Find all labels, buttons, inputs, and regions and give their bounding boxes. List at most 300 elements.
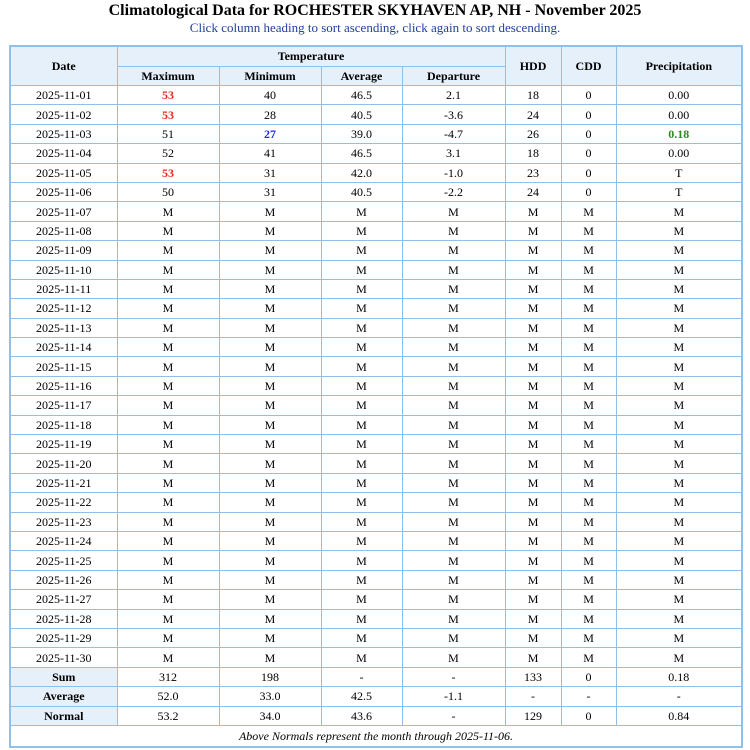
table-row xyxy=(10,531,742,550)
cell-departure: M xyxy=(402,493,505,512)
cell-departure: M xyxy=(402,473,505,492)
cell-date: 2025-11-04 xyxy=(10,144,117,163)
cell-departure: -3.6 xyxy=(402,105,505,124)
cell-precipitation: M xyxy=(616,318,742,337)
cell-average: M xyxy=(321,260,402,279)
cell-average: M xyxy=(321,279,402,298)
cell-date: 2025-11-19 xyxy=(10,435,117,454)
cell-hdd: M xyxy=(505,628,561,647)
cell-minimum: M xyxy=(219,241,321,260)
footnote: Above Normals represent the month through 2025-11-06. xyxy=(10,725,742,747)
cell-average: M xyxy=(321,241,402,260)
table-row xyxy=(10,512,742,531)
cell-cdd: M xyxy=(561,551,616,570)
cell-minimum: M xyxy=(219,318,321,337)
cell-minimum: M xyxy=(219,570,321,589)
cell-cdd: M xyxy=(561,570,616,589)
cell-minimum: M xyxy=(219,493,321,512)
cell-maximum: 52.0 xyxy=(117,687,219,706)
cell-hdd: M xyxy=(505,318,561,337)
table-row xyxy=(10,279,742,298)
column-header-hdd[interactable]: HDD xyxy=(505,46,561,86)
cell-departure: -4.7 xyxy=(402,124,505,143)
cell-departure: 2.1 xyxy=(402,86,505,105)
cell-cdd: 0 xyxy=(561,667,616,686)
cell-average: M xyxy=(321,648,402,667)
table-row xyxy=(10,124,742,143)
cell-maximum: M xyxy=(117,648,219,667)
table-row xyxy=(10,435,742,454)
cell-average: 39.0 xyxy=(321,124,402,143)
cell-average: 42.0 xyxy=(321,163,402,182)
cell-maximum: 52 xyxy=(117,144,219,163)
cell-minimum: M xyxy=(219,357,321,376)
cell-date: 2025-11-05 xyxy=(10,163,117,182)
cell-departure: M xyxy=(402,551,505,570)
cell-hdd: M xyxy=(505,396,561,415)
cell-cdd: 0 xyxy=(561,86,616,105)
cell-date: 2025-11-07 xyxy=(10,202,117,221)
cell-maximum: M xyxy=(117,279,219,298)
cell-cdd: 0 xyxy=(561,144,616,163)
cell-maximum: M xyxy=(117,299,219,318)
cell-maximum: 53 xyxy=(117,163,219,182)
cell-date: 2025-11-30 xyxy=(10,648,117,667)
cell-precipitation: M xyxy=(616,628,742,647)
cell-cdd: M xyxy=(561,512,616,531)
cell-departure: M xyxy=(402,357,505,376)
cell-hdd: M xyxy=(505,648,561,667)
cell-departure: M xyxy=(402,512,505,531)
table-row xyxy=(10,628,742,647)
cell-maximum: 51 xyxy=(117,124,219,143)
cell-cdd: 0 xyxy=(561,182,616,201)
cell-hdd: M xyxy=(505,338,561,357)
cell-maximum: M xyxy=(117,435,219,454)
cell-date: 2025-11-20 xyxy=(10,454,117,473)
cell-minimum: 41 xyxy=(219,144,321,163)
page-title: Climatological Data for ROCHESTER SKYHAVEN AP, NH - November 2025 xyxy=(108,2,642,19)
cell-average: M xyxy=(321,299,402,318)
summary-rows xyxy=(10,667,742,747)
cell-minimum: 31 xyxy=(219,163,321,182)
cell-maximum: 312 xyxy=(117,667,219,686)
cell-minimum: 33.0 xyxy=(219,687,321,706)
cell-date: 2025-11-09 xyxy=(10,241,117,260)
cell-precipitation: M xyxy=(616,531,742,550)
column-header-minimum[interactable]: Minimum xyxy=(219,67,321,86)
cell-hdd: - xyxy=(505,687,561,706)
cell-precipitation: M xyxy=(616,435,742,454)
cell-departure: M xyxy=(402,221,505,240)
cell-cdd: M xyxy=(561,396,616,415)
cell-precipitation: 0.18 xyxy=(616,124,742,143)
cell-precipitation: M xyxy=(616,590,742,609)
cell-average: M xyxy=(321,435,402,454)
cell-minimum: M xyxy=(219,628,321,647)
cell-minimum: 40 xyxy=(219,86,321,105)
cell-hdd: M xyxy=(505,570,561,589)
cell-date: 2025-11-08 xyxy=(10,221,117,240)
cell-departure: M xyxy=(402,299,505,318)
cell-maximum: M xyxy=(117,551,219,570)
cell-hdd: M xyxy=(505,609,561,628)
table-row xyxy=(10,551,742,570)
cell-departure: M xyxy=(402,241,505,260)
cell-precipitation: M xyxy=(616,241,742,260)
cell-minimum: M xyxy=(219,202,321,221)
cell-minimum: M xyxy=(219,454,321,473)
table-row xyxy=(10,86,742,105)
cell-cdd: M xyxy=(561,473,616,492)
cell-hdd: 26 xyxy=(505,124,561,143)
cell-hdd: 18 xyxy=(505,144,561,163)
cell-departure: M xyxy=(402,454,505,473)
cell-date: 2025-11-06 xyxy=(10,182,117,201)
cell-hdd: M xyxy=(505,473,561,492)
cell-departure: 3.1 xyxy=(402,144,505,163)
cell-date: 2025-11-15 xyxy=(10,357,117,376)
table-row xyxy=(10,376,742,395)
cell-minimum: 31 xyxy=(219,182,321,201)
cell-average: M xyxy=(321,590,402,609)
summary-row-average xyxy=(10,687,742,706)
cell-cdd: M xyxy=(561,318,616,337)
cell-date: 2025-11-26 xyxy=(10,570,117,589)
cell-average: 40.5 xyxy=(321,182,402,201)
cell-hdd: M xyxy=(505,299,561,318)
cell-precipitation: M xyxy=(616,396,742,415)
cell-average: M xyxy=(321,221,402,240)
cell-hdd: 24 xyxy=(505,182,561,201)
table-row xyxy=(10,338,742,357)
cell-hdd: M xyxy=(505,260,561,279)
cell-maximum: M xyxy=(117,454,219,473)
cell-precipitation: M xyxy=(616,473,742,492)
cell-departure: M xyxy=(402,590,505,609)
cell-maximum: M xyxy=(117,338,219,357)
cell-average: M xyxy=(321,512,402,531)
cell-cdd: - xyxy=(561,687,616,706)
cell-cdd: M xyxy=(561,648,616,667)
cell-cdd: M xyxy=(561,493,616,512)
cell-average: M xyxy=(321,318,402,337)
cell-maximum: M xyxy=(117,396,219,415)
cell-departure: -1.1 xyxy=(402,687,505,706)
table-row xyxy=(10,609,742,628)
cell-average: 42.5 xyxy=(321,687,402,706)
cell-minimum: M xyxy=(219,473,321,492)
cell-average: M xyxy=(321,493,402,512)
cell-precipitation: M xyxy=(616,260,742,279)
cell-date: 2025-11-01 xyxy=(10,86,117,105)
cell-date: 2025-11-17 xyxy=(10,396,117,415)
cell-precipitation: - xyxy=(616,687,742,706)
cell-hdd: 24 xyxy=(505,105,561,124)
cell-precipitation: M xyxy=(616,279,742,298)
table-row xyxy=(10,144,742,163)
cell-cdd: M xyxy=(561,435,616,454)
table-row xyxy=(10,221,742,240)
cell-maximum: M xyxy=(117,415,219,434)
cell-cdd: M xyxy=(561,357,616,376)
cell-precipitation: M xyxy=(616,493,742,512)
cell-precipitation: 0.84 xyxy=(616,706,742,725)
cell-hdd: M xyxy=(505,435,561,454)
cell-date: 2025-11-11 xyxy=(10,279,117,298)
cell-date: 2025-11-16 xyxy=(10,376,117,395)
cell-departure: M xyxy=(402,279,505,298)
cell-departure: M xyxy=(402,202,505,221)
cell-date: 2025-11-02 xyxy=(10,105,117,124)
cell-hdd: 23 xyxy=(505,163,561,182)
column-header-cdd[interactable]: CDD xyxy=(561,46,616,86)
cell-maximum: M xyxy=(117,241,219,260)
cell-date: 2025-11-24 xyxy=(10,531,117,550)
cell-maximum: M xyxy=(117,202,219,221)
cell-maximum: 53.2 xyxy=(117,706,219,725)
cell-maximum: M xyxy=(117,357,219,376)
climate-data-table xyxy=(9,45,743,748)
cell-cdd: M xyxy=(561,609,616,628)
table-row xyxy=(10,318,742,337)
cell-maximum: M xyxy=(117,590,219,609)
cell-minimum: M xyxy=(219,396,321,415)
cell-maximum: M xyxy=(117,221,219,240)
cell-cdd: M xyxy=(561,202,616,221)
cell-minimum: M xyxy=(219,648,321,667)
cell-cdd: M xyxy=(561,531,616,550)
cell-average: M xyxy=(321,570,402,589)
table-row xyxy=(10,493,742,512)
summary-row-normal xyxy=(10,706,742,725)
table-row xyxy=(10,454,742,473)
summary-label: Sum xyxy=(10,667,117,686)
cell-minimum: M xyxy=(219,551,321,570)
cell-hdd: M xyxy=(505,279,561,298)
cell-hdd: 18 xyxy=(505,86,561,105)
cell-cdd: M xyxy=(561,376,616,395)
cell-departure: - xyxy=(402,667,505,686)
cell-minimum: M xyxy=(219,415,321,434)
cell-hdd: M xyxy=(505,221,561,240)
summary-label: Normal xyxy=(10,706,117,725)
cell-precipitation: T xyxy=(616,163,742,182)
cell-average: M xyxy=(321,202,402,221)
cell-hdd: 129 xyxy=(505,706,561,725)
cell-cdd: M xyxy=(561,241,616,260)
cell-departure: M xyxy=(402,531,505,550)
cell-hdd: 133 xyxy=(505,667,561,686)
cell-hdd: M xyxy=(505,357,561,376)
cell-date: 2025-11-14 xyxy=(10,338,117,357)
table-row xyxy=(10,202,742,221)
column-header-departure[interactable]: Departure xyxy=(402,67,505,86)
cell-minimum: M xyxy=(219,512,321,531)
cell-date: 2025-11-28 xyxy=(10,609,117,628)
cell-cdd: 0 xyxy=(561,163,616,182)
cell-maximum: M xyxy=(117,609,219,628)
table-row xyxy=(10,260,742,279)
cell-cdd: M xyxy=(561,221,616,240)
cell-departure: M xyxy=(402,396,505,415)
cell-date: 2025-11-23 xyxy=(10,512,117,531)
cell-average: M xyxy=(321,628,402,647)
cell-hdd: M xyxy=(505,415,561,434)
cell-minimum: M xyxy=(219,260,321,279)
table-row xyxy=(10,570,742,589)
column-group-temperature: Temperature xyxy=(117,46,505,67)
cell-departure: M xyxy=(402,260,505,279)
cell-average: 43.6 xyxy=(321,706,402,725)
cell-average: M xyxy=(321,376,402,395)
cell-date: 2025-11-27 xyxy=(10,590,117,609)
cell-precipitation: M xyxy=(616,454,742,473)
cell-date: 2025-11-25 xyxy=(10,551,117,570)
column-header-date[interactable]: Date xyxy=(10,46,117,86)
cell-maximum: M xyxy=(117,493,219,512)
cell-minimum: M xyxy=(219,299,321,318)
table-row xyxy=(10,590,742,609)
cell-minimum: M xyxy=(219,279,321,298)
table-row xyxy=(10,396,742,415)
cell-cdd: 0 xyxy=(561,124,616,143)
cell-cdd: M xyxy=(561,260,616,279)
cell-departure: M xyxy=(402,648,505,667)
cell-date: 2025-11-13 xyxy=(10,318,117,337)
cell-average: M xyxy=(321,357,402,376)
cell-precipitation: M xyxy=(616,415,742,434)
cell-maximum: M xyxy=(117,570,219,589)
sort-instructions: Click column heading to sort ascending, click again to sort descending. xyxy=(189,20,561,35)
cell-average: M xyxy=(321,396,402,415)
cell-departure: M xyxy=(402,318,505,337)
cell-minimum: M xyxy=(219,590,321,609)
cell-precipitation: 0.00 xyxy=(616,105,742,124)
table-row xyxy=(10,105,742,124)
cell-departure: -1.0 xyxy=(402,163,505,182)
table-row xyxy=(10,299,742,318)
cell-departure: M xyxy=(402,338,505,357)
cell-hdd: M xyxy=(505,551,561,570)
table-row xyxy=(10,357,742,376)
column-header-precipitation[interactable]: Precipitation xyxy=(616,46,742,86)
cell-precipitation: M xyxy=(616,512,742,531)
cell-average: M xyxy=(321,551,402,570)
cell-maximum: M xyxy=(117,473,219,492)
cell-precipitation: M xyxy=(616,570,742,589)
cell-date: 2025-11-22 xyxy=(10,493,117,512)
cell-date: 2025-11-18 xyxy=(10,415,117,434)
cell-maximum: M xyxy=(117,318,219,337)
cell-hdd: M xyxy=(505,202,561,221)
cell-cdd: M xyxy=(561,415,616,434)
cell-departure: M xyxy=(402,570,505,589)
cell-minimum: M xyxy=(219,531,321,550)
table-row xyxy=(10,241,742,260)
cell-maximum: M xyxy=(117,512,219,531)
cell-precipitation: M xyxy=(616,202,742,221)
table-row xyxy=(10,182,742,201)
cell-date: 2025-11-12 xyxy=(10,299,117,318)
cell-hdd: M xyxy=(505,454,561,473)
cell-maximum: 53 xyxy=(117,105,219,124)
cell-minimum: 28 xyxy=(219,105,321,124)
table-row xyxy=(10,648,742,667)
cell-cdd: M xyxy=(561,628,616,647)
cell-precipitation: M xyxy=(616,609,742,628)
cell-minimum: M xyxy=(219,376,321,395)
cell-departure: M xyxy=(402,609,505,628)
cell-cdd: 0 xyxy=(561,706,616,725)
cell-departure: M xyxy=(402,376,505,395)
cell-hdd: M xyxy=(505,531,561,550)
column-header-maximum[interactable]: Maximum xyxy=(117,67,219,86)
cell-maximum: M xyxy=(117,628,219,647)
cell-precipitation: M xyxy=(616,299,742,318)
cell-precipitation: 0.00 xyxy=(616,86,742,105)
cell-hdd: M xyxy=(505,493,561,512)
cell-minimum: M xyxy=(219,221,321,240)
cell-departure: - xyxy=(402,706,505,725)
table-row xyxy=(10,415,742,434)
cell-average: M xyxy=(321,415,402,434)
cell-cdd: M xyxy=(561,279,616,298)
cell-average: 46.5 xyxy=(321,86,402,105)
cell-maximum: M xyxy=(117,376,219,395)
cell-precipitation: T xyxy=(616,182,742,201)
column-header-average[interactable]: Average xyxy=(321,67,402,86)
cell-minimum: 198 xyxy=(219,667,321,686)
cell-average: 46.5 xyxy=(321,144,402,163)
cell-precipitation: M xyxy=(616,221,742,240)
cell-minimum: M xyxy=(219,435,321,454)
cell-precipitation: 0.00 xyxy=(616,144,742,163)
cell-cdd: M xyxy=(561,590,616,609)
cell-precipitation: M xyxy=(616,376,742,395)
cell-maximum: 50 xyxy=(117,182,219,201)
cell-cdd: M xyxy=(561,454,616,473)
cell-departure: M xyxy=(402,628,505,647)
summary-row-sum xyxy=(10,667,742,686)
summary-label: Average xyxy=(10,687,117,706)
cell-cdd: 0 xyxy=(561,105,616,124)
cell-precipitation: M xyxy=(616,357,742,376)
cell-average: 40.5 xyxy=(321,105,402,124)
cell-hdd: M xyxy=(505,241,561,260)
cell-average: M xyxy=(321,338,402,357)
table-row xyxy=(10,473,742,492)
cell-average: M xyxy=(321,454,402,473)
cell-maximum: M xyxy=(117,531,219,550)
cell-date: 2025-11-10 xyxy=(10,260,117,279)
cell-minimum: 34.0 xyxy=(219,706,321,725)
cell-date: 2025-11-29 xyxy=(10,628,117,647)
cell-departure: M xyxy=(402,435,505,454)
cell-minimum: M xyxy=(219,609,321,628)
cell-departure: M xyxy=(402,415,505,434)
daily-rows xyxy=(10,86,742,668)
cell-precipitation: M xyxy=(616,338,742,357)
cell-average: - xyxy=(321,667,402,686)
cell-maximum: M xyxy=(117,260,219,279)
footnote-row xyxy=(10,725,742,747)
table-row xyxy=(10,163,742,182)
cell-precipitation: M xyxy=(616,551,742,570)
cell-precipitation: M xyxy=(616,648,742,667)
cell-cdd: M xyxy=(561,338,616,357)
cell-average: M xyxy=(321,609,402,628)
